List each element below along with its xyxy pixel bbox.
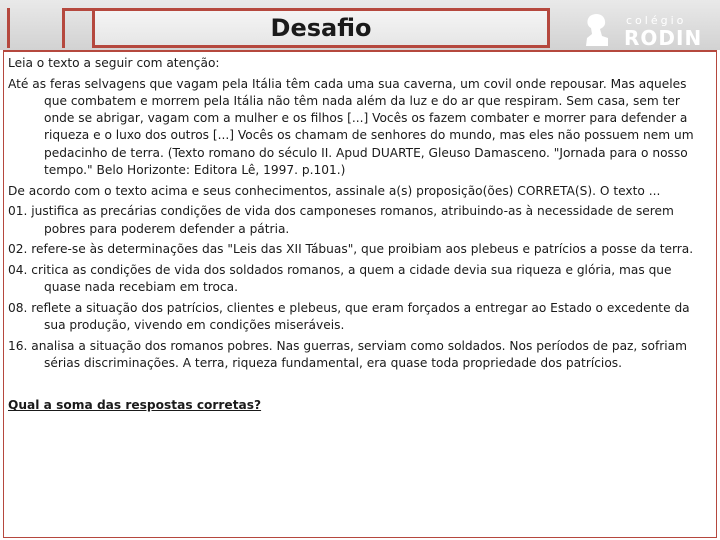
option-02: 02. refere-se às determinações das "Leis das XII Tábuas", que proibiam aos plebeus e patrícios a posse da terra. <box>8 242 694 257</box>
option-16: 16. analisa a situação dos romanos pobres. Nas guerras, serviam como soldados. Nos períodos de paz, sofriam sérias discriminações. A terra, riqueza fundamental, era quase toda propriedade dos patrícios. <box>8 338 688 370</box>
header-decoration-left <box>0 8 10 48</box>
option-01: 01. justifica as precárias condições de vida dos camponeses romanos, atribuindo-as à necessidade de serem pobres para poderem defender a pátria. <box>8 204 674 236</box>
intro-text: Leia o texto a seguir com atenção: <box>8 56 220 70</box>
prompt-text: De acordo com o texto acima e seus conhecimentos, assinale a(s) proposição(ões) CORRETA(S). O texto ... <box>8 183 661 198</box>
header-decoration-bracket <box>62 8 92 48</box>
slide-title: Desafio <box>270 14 372 42</box>
content-frame <box>3 50 717 538</box>
logo-small-text: colégio <box>626 14 687 27</box>
option-08: 08. reflete a situação dos patrícios, clientes e plebeus, que eram forçados a entregar ao Estado o excedente da sua produção, vivendo em condições miseráveis. <box>8 300 690 332</box>
school-logo <box>578 12 718 48</box>
question-text: Qual a soma das respostas corretas? <box>8 398 262 413</box>
thinker-logo-icon <box>578 12 616 48</box>
logo-brand-text: RODIN <box>624 26 703 50</box>
option-04: 04. critica as condições de vida dos soldados romanos, a quem a cidade devia sua riqueza e glória, mas que quase nada recebiam em troca. <box>8 262 672 295</box>
title-box <box>92 8 550 48</box>
header-bar <box>0 0 720 50</box>
spacer <box>8 375 712 397</box>
passage-text: Até as feras selvagens que vagam pela Itália têm cada uma sua caverna, um covil onde repousar. Mas aqueles que combatem e morrem pela Itália não têm nada além da luz e do ar que respiram. Sem casa, sem ter onde se abrigar, vagam com a mulher e os filhos [...] Vocês os fazem combater e morrer para defender a riqueza e o luxo dos outros [...] Vocês os chamam de senhores do mundo, mas eles não possuem nem um pedacinho de terra. (Texto romano do século II. Apud DUARTE, Gleuso Damasceno. "Jornada para o nosso tempo." Belo Horizonte: Editora Lê, 1997. p.101.) <box>8 76 694 178</box>
